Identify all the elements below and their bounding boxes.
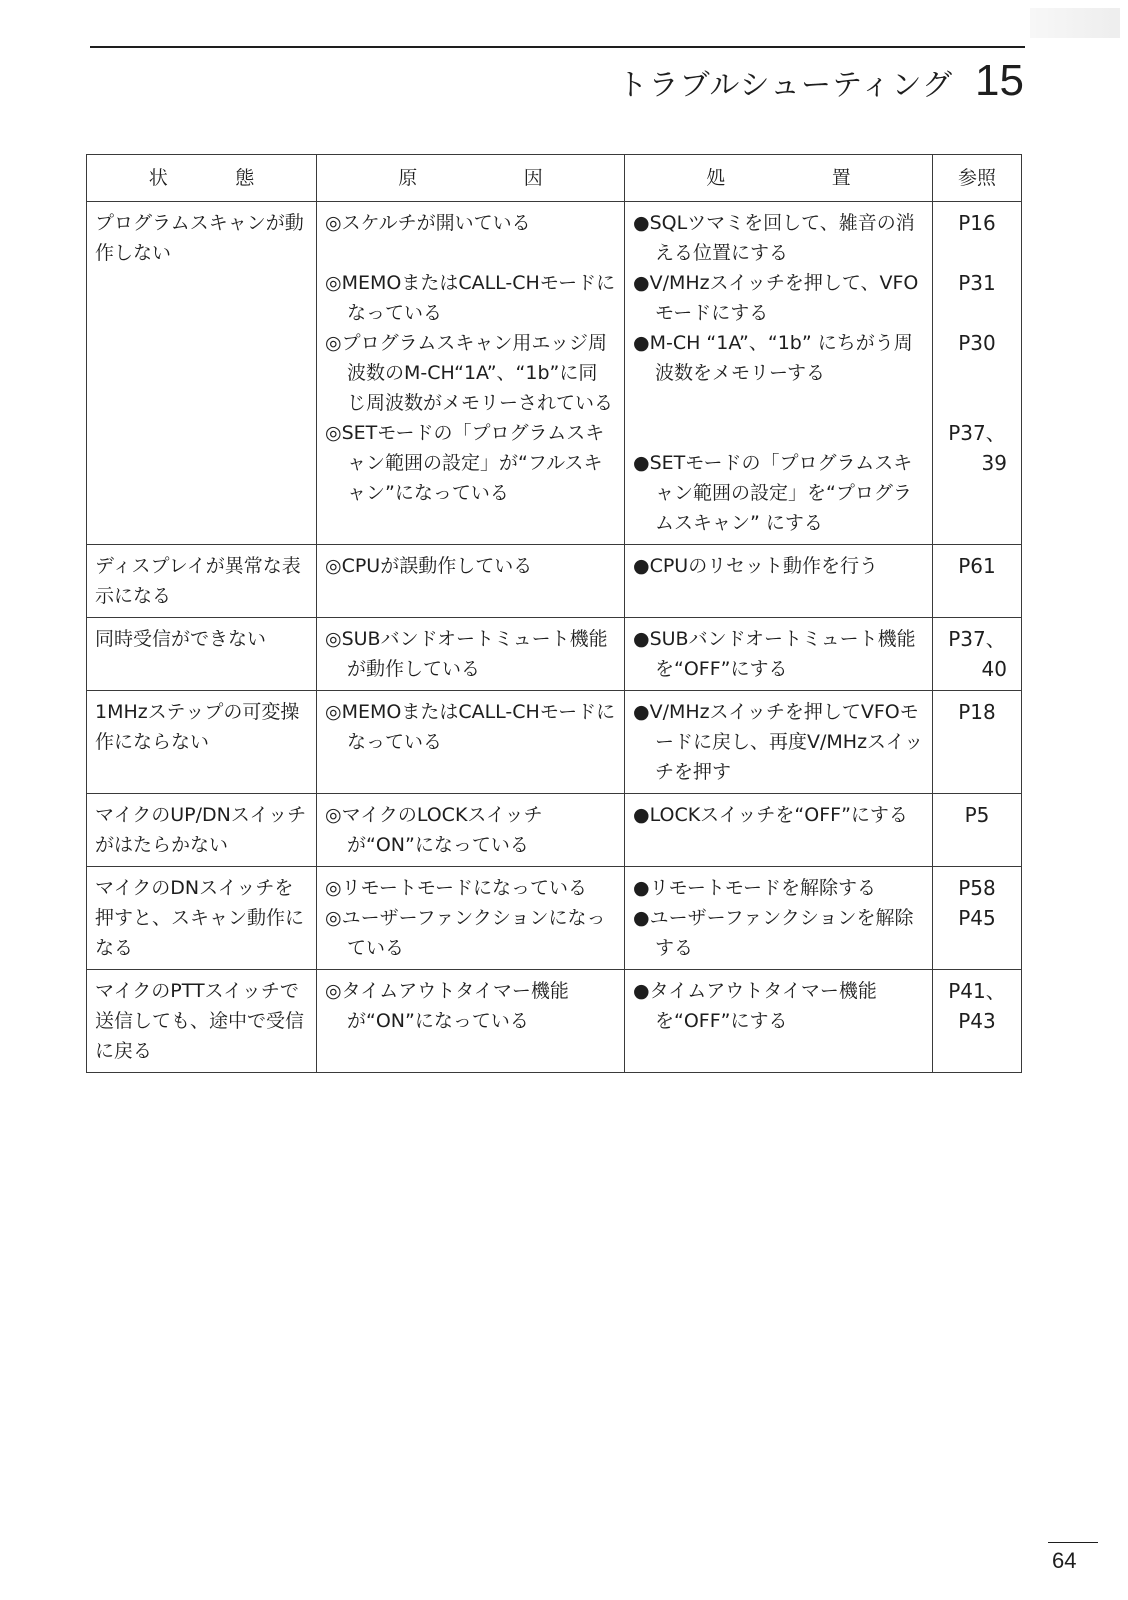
page-ref: P61 (958, 554, 996, 578)
page-ref: P37、 (948, 421, 1006, 445)
section-title: トラブルシューティング (617, 68, 954, 103)
cause-item: ◎マイクのLOCKスイッチが“ON”になっている (325, 804, 543, 856)
remedy-cell (625, 794, 933, 867)
ref-cell (933, 970, 1022, 1073)
cause-item: ◎タイムアウトタイマー機能が“ON”になっている (325, 980, 569, 1032)
page-ref: P41、 (948, 979, 1006, 1003)
status-cell: マイクのDNスイッチを押すと、スキャン動作になる (87, 867, 317, 970)
status-cell: マイクのUP/DNスイッチがはたらかない (87, 794, 317, 867)
page-ref: P37、 (948, 627, 1006, 651)
troubleshooting-table (86, 154, 1022, 1073)
cause-cell (317, 867, 625, 970)
ref-cell (933, 867, 1022, 970)
remedy-cell (625, 867, 933, 970)
cause-item: ◎CPUが誤動作している (325, 555, 533, 577)
cause-item: ◎スケルチが開いている (325, 212, 531, 234)
remedy-cell (625, 691, 933, 794)
remedy-cell (625, 618, 933, 691)
header-ref: 参照 (933, 155, 1022, 202)
chapter-number: 15 (975, 56, 1024, 105)
status-cell: マイクのPTTスイッチで送信しても、途中で受信に戻る (87, 970, 317, 1073)
status-cell: ディスプレイが異常な表示になる (87, 545, 317, 618)
remedy-item: ●リモートモードを解除する (633, 877, 877, 899)
cause-cell (317, 202, 625, 545)
table-row (87, 618, 1022, 691)
page-ref: 40 (981, 657, 1007, 681)
cause-cell (317, 794, 625, 867)
remedy-item: ●SQLツマミを回して、雑音の消える位置にする (633, 212, 915, 264)
ref-cell (933, 202, 1022, 545)
ref-cell (933, 691, 1022, 794)
ref-cell (933, 618, 1022, 691)
table-row (87, 867, 1022, 970)
cause-item: ◎SETモードの「プログラムスキャン範囲の設定」が“フルスキャン”になっている (325, 422, 605, 504)
status-cell: 1MHzステップの可変操作にならない (87, 691, 317, 794)
page-number: 64 (1052, 1548, 1077, 1573)
header-status: 状 態 (87, 155, 317, 202)
ref-cell (933, 794, 1022, 867)
remedy-item: ●CPUのリセット動作を行う (633, 555, 879, 577)
table-row (87, 691, 1022, 794)
remedy-item: ●SETモードの「プログラムスキャン範囲の設定」を“プログラムスキャン” にする (633, 452, 913, 534)
remedy-item: ●SUBバンドオートミュート機能を“OFF”にする (633, 628, 916, 680)
ref-cell (933, 545, 1022, 618)
page-header (618, 56, 1024, 106)
cause-cell (317, 970, 625, 1073)
remedy-item: ●LOCKスイッチを“OFF”にする (633, 804, 908, 826)
cause-item: ◎MEMOまたはCALL-CHモードになっている (325, 272, 616, 324)
remedy-item: ●ユーザーファンクションを解除する (633, 907, 914, 959)
status-cell: プログラムスキャンが動作しない (87, 202, 317, 545)
remedy-item: ●V/MHzスイッチを押して、VFOモードにする (633, 272, 919, 324)
page-ref: P58 (958, 876, 996, 900)
page-ref: P18 (958, 700, 996, 724)
remedy-cell (625, 970, 933, 1073)
page-ref: 39 (981, 451, 1007, 475)
page-ref: P31 (958, 271, 996, 295)
table-row (87, 202, 1022, 545)
table-row (87, 794, 1022, 867)
scan-smudge (1030, 8, 1120, 38)
cause-item: ◎ユーザーファンクションになっている (325, 907, 606, 959)
page-ref: P45 (958, 906, 996, 930)
cause-item: ◎MEMOまたはCALL-CHモードになっている (325, 701, 616, 753)
header-remedy: 処 置 (625, 155, 933, 202)
page-ref: P43 (958, 1009, 996, 1033)
header-rule (90, 46, 1025, 48)
remedy-cell (625, 545, 933, 618)
cause-item: ◎リモートモードになっている (325, 877, 588, 899)
header-cause: 原 因 (317, 155, 625, 202)
page-ref: P16 (958, 211, 996, 235)
table-row (87, 545, 1022, 618)
status-cell: 同時受信ができない (87, 618, 317, 691)
page-ref: P30 (958, 331, 996, 355)
cause-item: ◎プログラムスキャン用エッジ周波数のM-CH“1A”、“1b”に同じ周波数がメモリーされている (325, 332, 614, 414)
page-ref: P5 (964, 803, 990, 827)
footer-rule (1048, 1542, 1098, 1543)
table-row (87, 970, 1022, 1073)
remedy-item: ●タイムアウトタイマー機能を“OFF”にする (633, 980, 877, 1032)
cause-cell (317, 691, 625, 794)
cause-cell (317, 545, 625, 618)
cause-item: ◎SUBバンドオートミュート機能が動作している (325, 628, 608, 680)
remedy-cell (625, 202, 933, 545)
remedy-item: ●M-CH “1A”、“1b” にちがう周波数をメモリーする (633, 332, 913, 384)
remedy-item: ●V/MHzスイッチを押してVFOモードに戻し、再度V/MHzスイッチを押す (633, 701, 924, 783)
table-header-row (87, 155, 1022, 202)
cause-cell (317, 618, 625, 691)
